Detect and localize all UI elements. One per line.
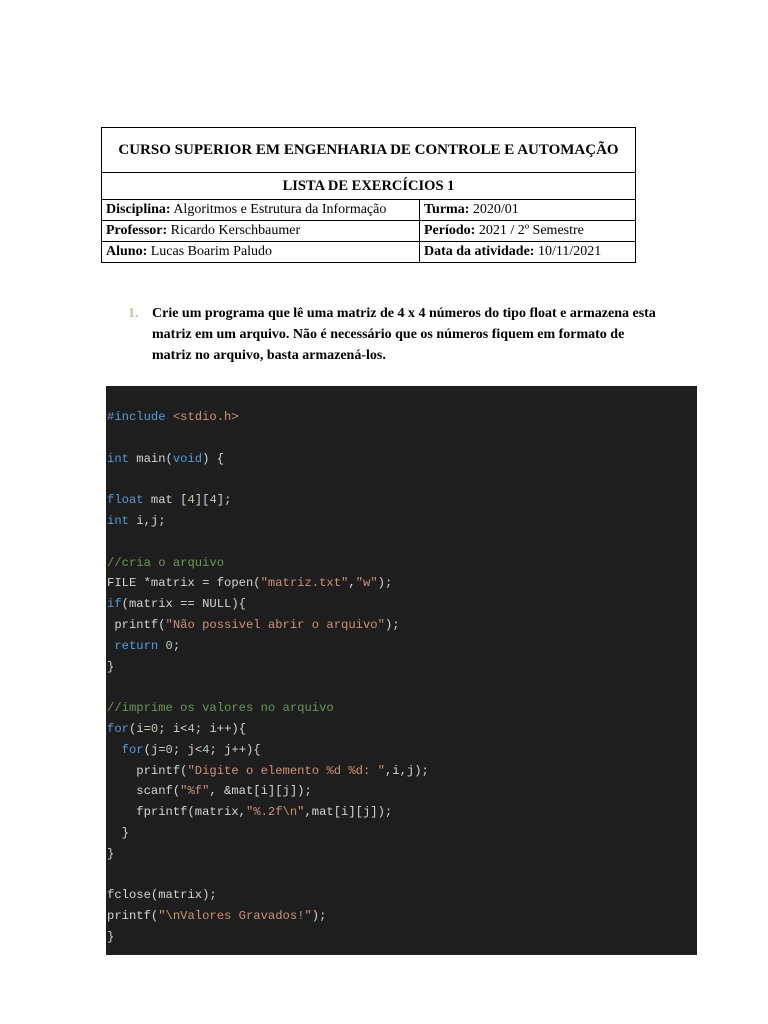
question-1: [128, 303, 698, 366]
student-cell: [102, 242, 420, 263]
code-token: if: [107, 597, 122, 612]
code-token: ];: [216, 493, 232, 508]
code-token: float: [107, 493, 144, 508]
code-line: [107, 490, 231, 511]
code-block: [106, 386, 697, 955]
code-token: #include: [107, 410, 173, 424]
code-token: "w": [355, 576, 378, 591]
discipline-cell: [102, 200, 420, 221]
professor-value: Ricardo Kerschbaumer: [170, 223, 301, 238]
code-token: int: [107, 451, 129, 466]
code-line: [107, 885, 217, 906]
code-token: for: [121, 742, 144, 757]
code-line: [107, 511, 166, 532]
code-token: 0: [165, 638, 173, 653]
code-token: fprintf(matrix,: [107, 805, 246, 820]
question-line: matriz no arquivo, basta armazená-los.: [152, 348, 386, 363]
code-line: [107, 657, 114, 678]
code-line: [107, 594, 246, 615]
code-line: [107, 906, 326, 927]
code-line: [107, 844, 114, 865]
code-token: );: [384, 618, 400, 632]
question-line: matriz em um arquivo. Não é necessário que os números fiquem em formato de: [152, 327, 625, 342]
code-token: //cria o arquivo: [107, 555, 225, 570]
code-token: ; j++){: [209, 742, 261, 757]
student-label: Aluno:: [106, 244, 148, 259]
code-token: }: [107, 846, 115, 861]
code-token: 0: [165, 742, 173, 757]
code-token: for: [107, 722, 129, 736]
code-token: "%f": [180, 784, 210, 799]
code-line: [107, 719, 246, 740]
code-token: void: [172, 451, 203, 466]
code-line: [107, 407, 239, 428]
code-token: i,j;: [128, 514, 166, 528]
code-token: "\nValores Gravados!": [158, 909, 312, 924]
question-line: Crie um programa que lê uma matriz de 4 x 4 números do tipo float e armazena esta: [152, 306, 656, 321]
code-token: }: [107, 659, 115, 674]
code-line: [107, 573, 392, 594]
code-token: "Não possivel abrir o arquivo": [165, 618, 385, 632]
code-token: "Digite o elemento %d %d: ": [187, 763, 385, 778]
header-table: [101, 127, 636, 263]
code-token: scanf(: [107, 784, 181, 799]
course-title: CURSO SUPERIOR EM ENGENHARIA DE CONTROLE E AUTOMAÇÃO: [102, 128, 636, 173]
code-token: printf(: [107, 763, 188, 778]
code-token: (i=: [128, 722, 151, 736]
code-token: }: [107, 930, 115, 944]
code-token: fclose(matrix);: [107, 888, 217, 903]
code-token: "matriz.txt": [260, 576, 349, 591]
code-token: ; i<: [158, 722, 188, 736]
code-line: [107, 698, 334, 719]
code-token: mat [: [143, 493, 188, 508]
code-token: printf(: [107, 618, 166, 632]
code-token: //imprime os valores no arquivo: [107, 701, 334, 716]
code-token: ;: [172, 638, 181, 653]
code-token: }: [107, 826, 129, 840]
professor-cell: [102, 221, 420, 242]
code-token: );: [311, 909, 327, 924]
code-line: [107, 781, 312, 802]
code-line: [107, 761, 429, 782]
code-token: , &mat[i][j]);: [209, 784, 312, 799]
code-token: (j=: [143, 742, 166, 757]
code-token: ,: [348, 576, 356, 591]
code-line: [107, 553, 224, 574]
code-token: int: [107, 514, 129, 528]
code-token: [158, 639, 165, 653]
code-token: ][: [194, 493, 210, 508]
code-line: [107, 802, 392, 823]
code-token: ; i++){: [194, 722, 247, 736]
code-token: (matrix == NULL){: [121, 597, 246, 612]
code-token: <stdio.h>: [172, 410, 239, 424]
code-token: ,mat[i][j]);: [304, 805, 393, 820]
code-token: return: [114, 638, 159, 653]
code-token: 4: [209, 493, 217, 508]
period-cell: [420, 221, 636, 242]
code-token: ; j<: [172, 742, 203, 757]
code-token: printf(: [107, 909, 159, 924]
code-token: main(: [128, 451, 173, 466]
code-token: 4: [187, 493, 195, 508]
code-token: ) {: [202, 451, 225, 466]
question-number: 1.: [128, 306, 139, 321]
code-line: [107, 636, 180, 657]
date-cell: [420, 242, 636, 263]
question-text: [152, 303, 698, 366]
code-line: [107, 927, 114, 948]
code-token: "%.2f\n": [245, 805, 305, 820]
code-token: 4: [187, 722, 195, 736]
class-cell: [420, 200, 636, 221]
code-token: FILE *matrix = fopen(: [107, 576, 261, 591]
discipline-value: Algoritmos e Estrutura da Informação: [173, 202, 387, 217]
code-token: 0: [150, 722, 159, 736]
code-token: 4: [202, 742, 210, 757]
date-value: 10/11/2021: [537, 244, 602, 259]
date-label: Data da atividade:: [424, 244, 535, 259]
code-line: [107, 740, 261, 761]
professor-label: Professor:: [106, 223, 168, 238]
code-token: ,i,j);: [384, 763, 429, 778]
period-value: 2021 / 2º Semestre: [478, 223, 584, 238]
code-line: [107, 449, 224, 470]
code-token: );: [377, 576, 393, 591]
list-title: LISTA DE EXERCÍCIOS 1: [102, 173, 636, 200]
discipline-label: Disciplina:: [106, 202, 171, 217]
period-label: Período:: [424, 223, 476, 238]
class-label: Turma:: [424, 202, 470, 217]
class-value: 2020/01: [472, 202, 519, 217]
student-value: Lucas Boarim Paludo: [150, 244, 273, 259]
code-line: [107, 823, 129, 844]
code-token: [107, 743, 122, 757]
code-line: [107, 615, 400, 636]
